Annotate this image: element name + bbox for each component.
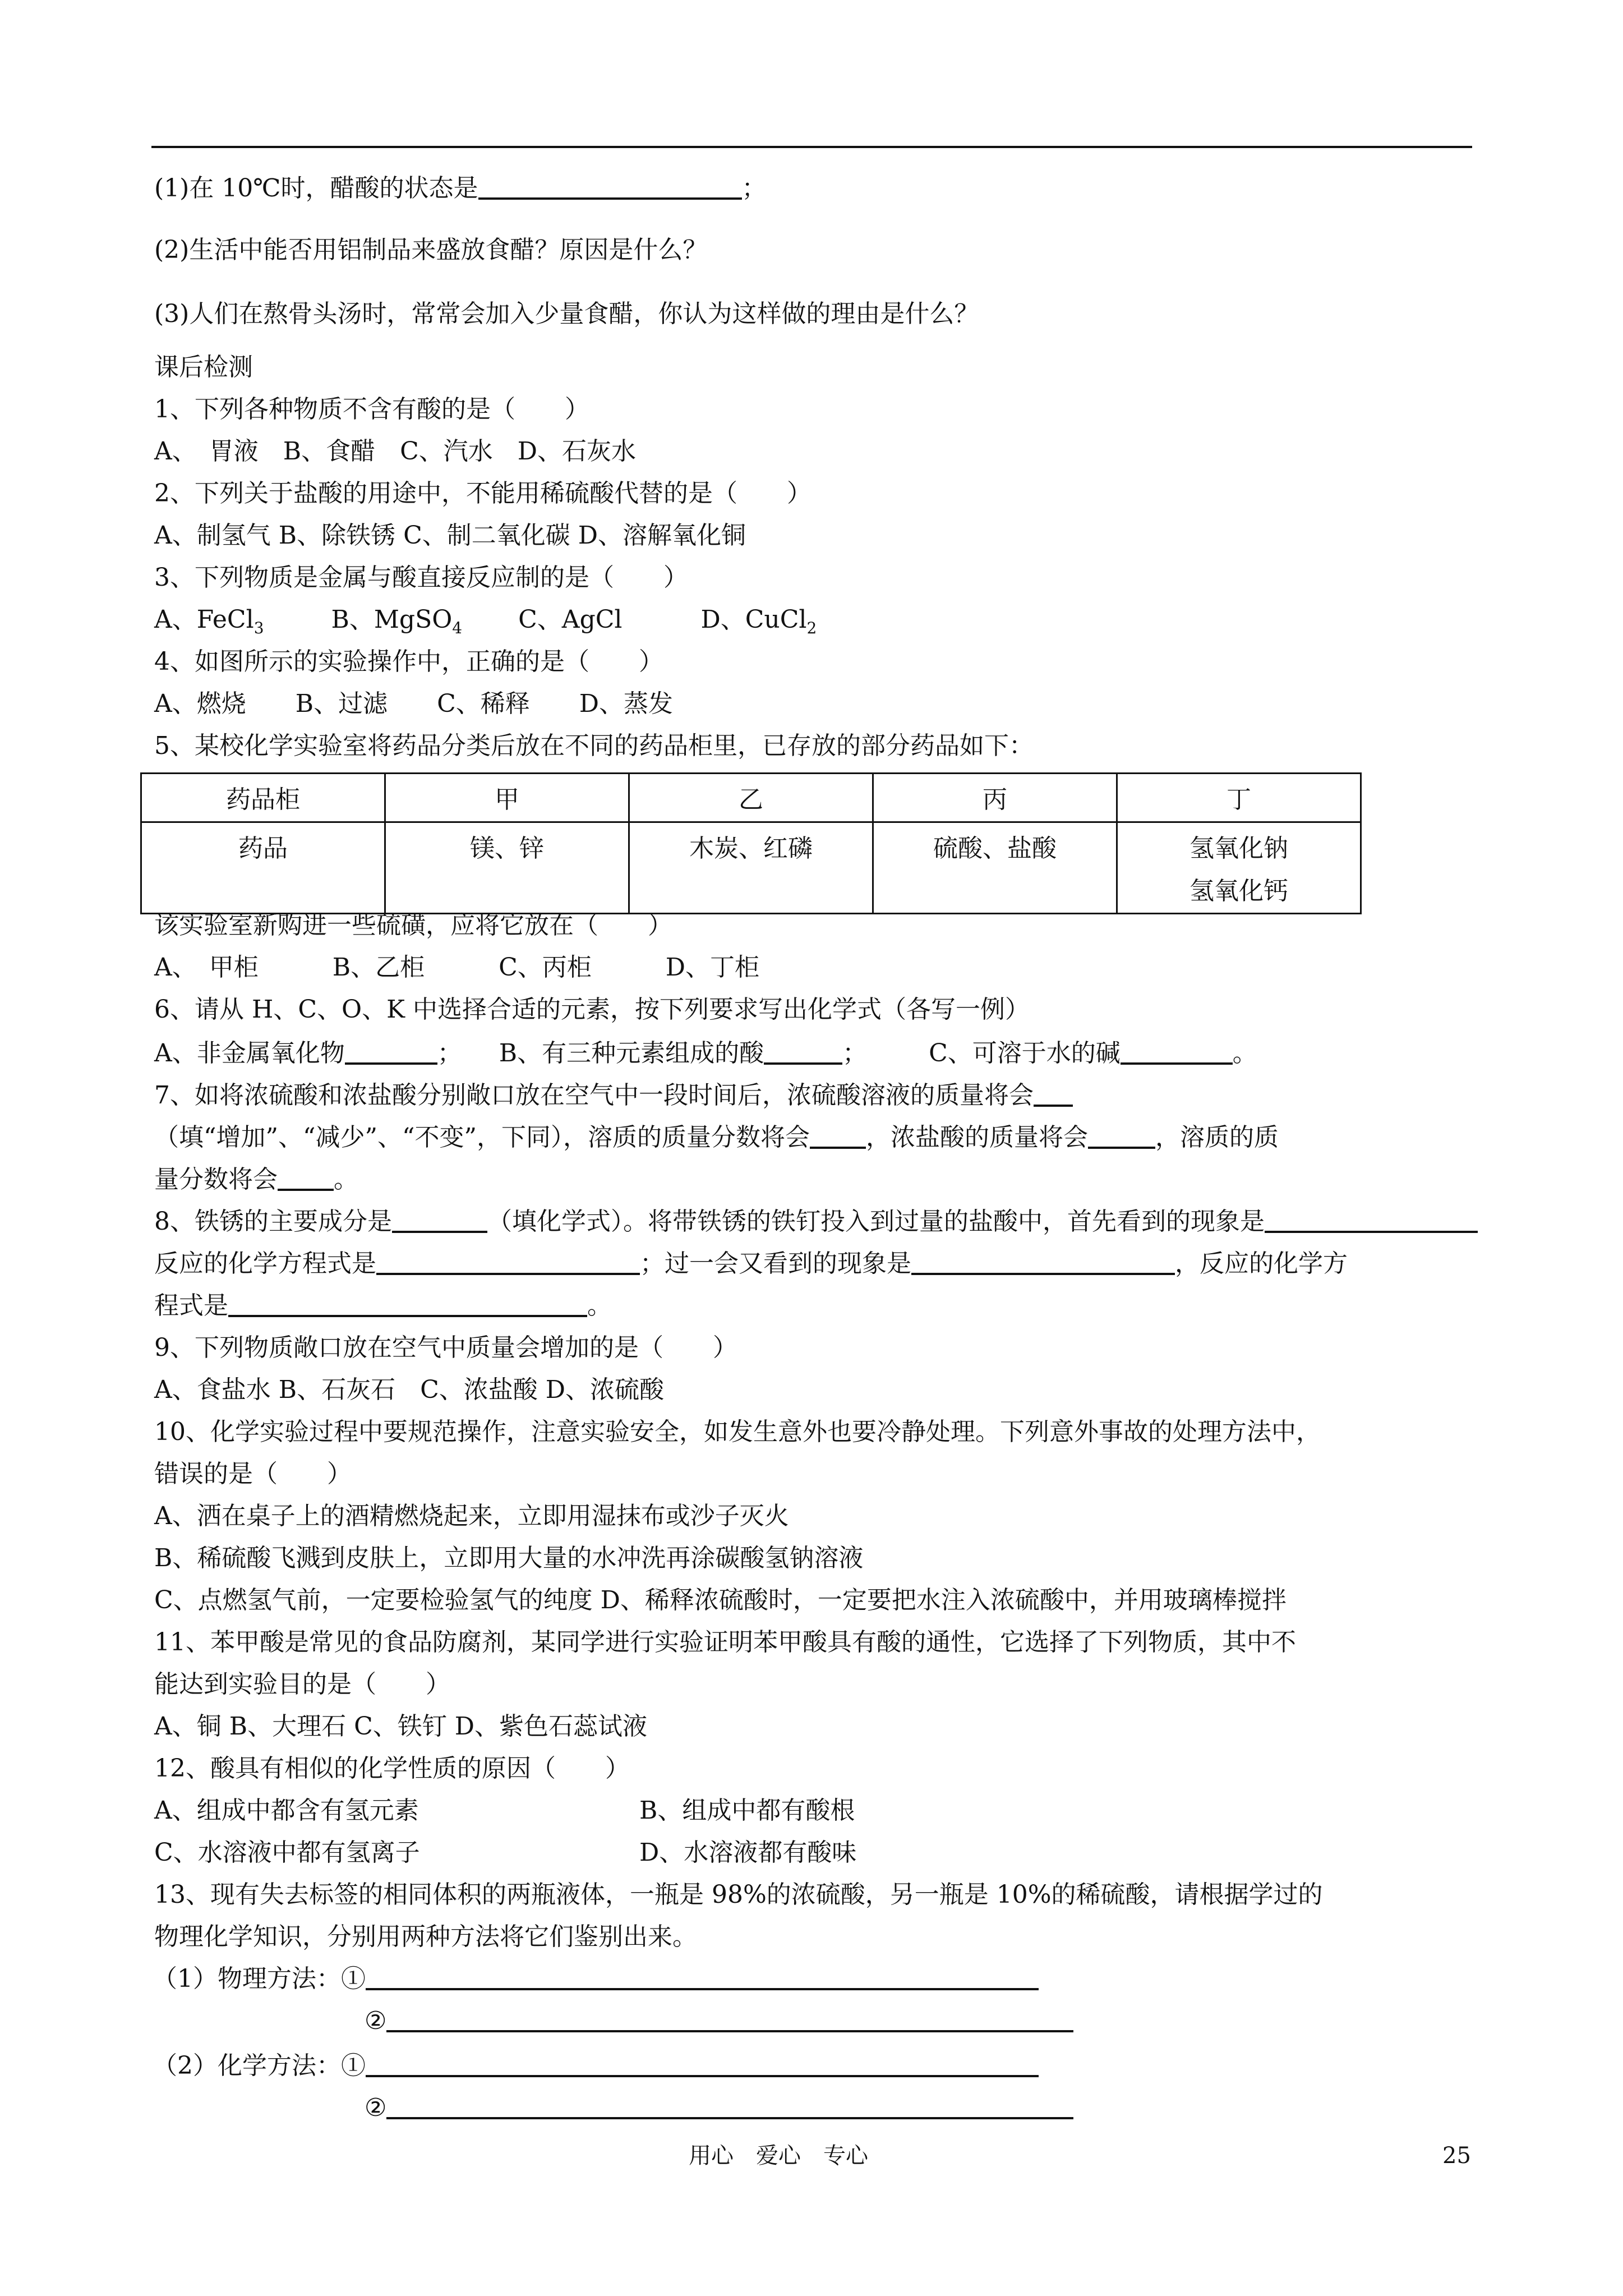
answer-blank[interactable]	[810, 1124, 866, 1149]
q7-line1: 7、如将浓硫酸和浓盐酸分别敞口放在空气中一段时间后，浓硫酸溶液的质量将会	[154, 1080, 1073, 1111]
mc12-option-c: C、水溶液中都有氢离子	[154, 1838, 420, 1867]
mc9-stem: 9、下列物质敞口放在空气中质量会增加的是（ ）	[154, 1333, 737, 1362]
footer-slogan: 用心 爱心 专心	[689, 2143, 868, 2169]
page-number: 25	[1442, 2143, 1471, 2169]
table-header-cell: 甲	[385, 774, 629, 822]
mc12-options-cd	[154, 1837, 856, 1869]
mc10-line2: 错误的是（ ）	[154, 1460, 352, 1488]
mc10-line1: 10、化学实验过程中要规范操作，注意实验安全，如发生意外也要冷静处理。下列意外事故的处理方法中，	[154, 1418, 1321, 1446]
answer-blank[interactable]	[1265, 1208, 1478, 1233]
table-header-cell: 丙	[873, 774, 1117, 822]
q13-chemical-2: ②	[365, 2092, 1073, 2124]
mc9-options: A、食盐水 B、石灰石 C、浓盐酸 D、浓硫酸	[154, 1375, 665, 1404]
mc11-line2: 能达到实验目的是（ ）	[154, 1670, 450, 1699]
answer-blank[interactable]	[1088, 1124, 1155, 1149]
q8-line1: 8、铁锈的主要成分是 （填化学式）。将带铁锈的铁钉投入到过量的盐酸中，首先看到的现象是	[154, 1206, 1478, 1237]
mc12-option-d: D、水溶液都有酸味	[639, 1838, 857, 1867]
mc10-option-a: A、洒在桌子上的酒精燃烧起来，立即用湿抹布或沙子灭火	[154, 1502, 789, 1530]
mc3-stem: 3、下列物质是金属与酸直接反应制的是（ ）	[154, 563, 688, 592]
table-cell: 硫酸、盐酸	[873, 822, 1117, 914]
q6-parts: A、非金属氧化物 ； B、有三种元素组成的酸 ； C、可溶于水的碱 。	[154, 1039, 1257, 1068]
answer-blank[interactable]	[345, 1040, 437, 1065]
section-title: 课后检测	[154, 353, 253, 381]
answer-blank[interactable]	[386, 2095, 1073, 2119]
answer-blank[interactable]	[366, 1966, 1039, 1990]
table-header-cell: 乙	[629, 774, 873, 822]
answer-blank[interactable]	[376, 1250, 640, 1275]
header-rule	[151, 146, 1472, 148]
answer-blank[interactable]	[1121, 1040, 1233, 1065]
answer-blank[interactable]	[392, 1208, 487, 1233]
mc12-option-b: B、组成中都有酸根	[639, 1796, 855, 1825]
mc1-stem: 1、下列各种物质不含有酸的是（ ）	[154, 395, 589, 424]
question-3: (3)人们在熬骨头汤时，常常会加入少量食醋，你认为这样做的理由是什么？	[154, 300, 979, 328]
mc2-stem: 2、下列关于盐酸的用途中，不能用稀硫酸代替的是（ ）	[154, 479, 811, 508]
question-1: (1)在 10℃时，醋酸的状态是 ；	[154, 174, 767, 203]
mc4-options: A、燃烧 B、过滤 C、稀释 D、蒸发	[154, 689, 674, 718]
q8-line3: 程式是 。	[154, 1291, 612, 1320]
answer-blank[interactable]	[764, 1040, 842, 1065]
q7-line3: 量分数将会 。	[154, 1165, 358, 1194]
answer-blank[interactable]	[911, 1250, 1175, 1275]
answer-blank[interactable]	[1034, 1082, 1073, 1107]
q13-physical-2: ②	[365, 2005, 1073, 2037]
answer-blank[interactable]	[386, 2008, 1073, 2032]
mc3-option-d: D、CuCl$_2$	[700, 605, 817, 637]
q5-options: A、 甲柜 B、乙柜 C、丙柜 D、丁柜	[154, 953, 760, 982]
table-row	[141, 822, 1361, 914]
answer-blank[interactable]	[478, 175, 742, 200]
question-2: (2)生活中能否用铝制品来盛放食醋？原因是什么？	[154, 236, 708, 264]
q5-stem: 5、某校化学实验室将药品分类后放在不同的药品柜里，已存放的部分药品如下：	[154, 731, 1034, 760]
table-header-cell: 丁	[1117, 774, 1361, 822]
mc3-option-a: A、FeCl$_3$	[154, 605, 264, 637]
table-cell: 氢氧化钠 氢氧化钙	[1117, 822, 1361, 914]
table-row-label: 药品	[141, 822, 385, 914]
mc10-option-cd: C、点燃氢气前，一定要检验氢气的纯度 D、稀释浓硫酸时，一定要把水注入浓硫酸中，并用玻璃棒搅拌	[154, 1586, 1287, 1614]
mc11-options: A、铜 B、大理石 C、铁钉 D、紫色石蕊试液	[154, 1712, 648, 1741]
q13-chemical-1: （2）化学方法：①	[153, 2050, 1039, 2082]
q7-line2: （填“增加”、“减少”、“不变”，下同），溶质的质量分数将会 ，浓盐酸的质量将会 ，溶质的质	[154, 1123, 1279, 1152]
q13-line1: 13、现有失去标签的相同体积的两瓶液体，一瓶是 98%的浓硫酸，另一瓶是 10%的稀硫酸，请根据学过的	[154, 1880, 1323, 1909]
mc11-line1: 11、苯甲酸是常见的食品防腐剂，某同学进行实验证明苯甲酸具有酸的通性，它选择了下列物质，其中不	[154, 1628, 1296, 1657]
mc12-option-a: A、组成中都含有氢元素	[154, 1796, 419, 1825]
table-header-cell: 药品柜	[141, 774, 385, 822]
mc3-option-c: C、AgCl	[518, 605, 623, 634]
table-header-row	[141, 774, 1361, 822]
mc3-option-b: B、MgSO$_4$	[331, 605, 463, 637]
mc2-options: A、制氢气 B、除铁锈 C、制二氧化碳 D、溶解氧化铜	[154, 521, 746, 550]
q8-line2: 反应的化学方程式是 ；过一会又看到的现象是 ，反应的化学方	[154, 1249, 1348, 1278]
answer-blank[interactable]	[278, 1166, 334, 1191]
cabinet-table	[140, 772, 1362, 914]
answer-blank[interactable]	[366, 2053, 1039, 2077]
mc10-option-b: B、稀硫酸飞溅到皮肤上，立即用大量的水冲洗再涂碳酸氢钠溶液	[154, 1544, 864, 1572]
mc12-options-ab	[154, 1795, 855, 1826]
table-cell: 镁、锌	[385, 822, 629, 914]
q13-physical-1: （1）物理方法：①	[153, 1963, 1039, 1995]
mc12-stem: 12、酸具有相似的化学性质的原因（ ）	[154, 1754, 630, 1783]
mc4-stem: 4、如图所示的实验操作中，正确的是（ ）	[154, 647, 663, 676]
q13-line2: 物理化学知识，分别用两种方法将它们鉴别出来。	[154, 1922, 697, 1951]
answer-blank[interactable]	[228, 1292, 587, 1317]
table-cell: 木炭、红磷	[629, 822, 873, 914]
q5-follow: 该实验室新购进一些硫磺，应将它放在（ ）	[154, 911, 672, 940]
mc1-options: A、 胃液 B、食醋 C、汽水 D、石灰水	[154, 437, 637, 466]
mc3-options	[154, 604, 817, 636]
q6-stem: 6、请从 H、C、O、K 中选择合适的元素，按下列要求写出化学式（各写一例）	[154, 995, 1030, 1024]
